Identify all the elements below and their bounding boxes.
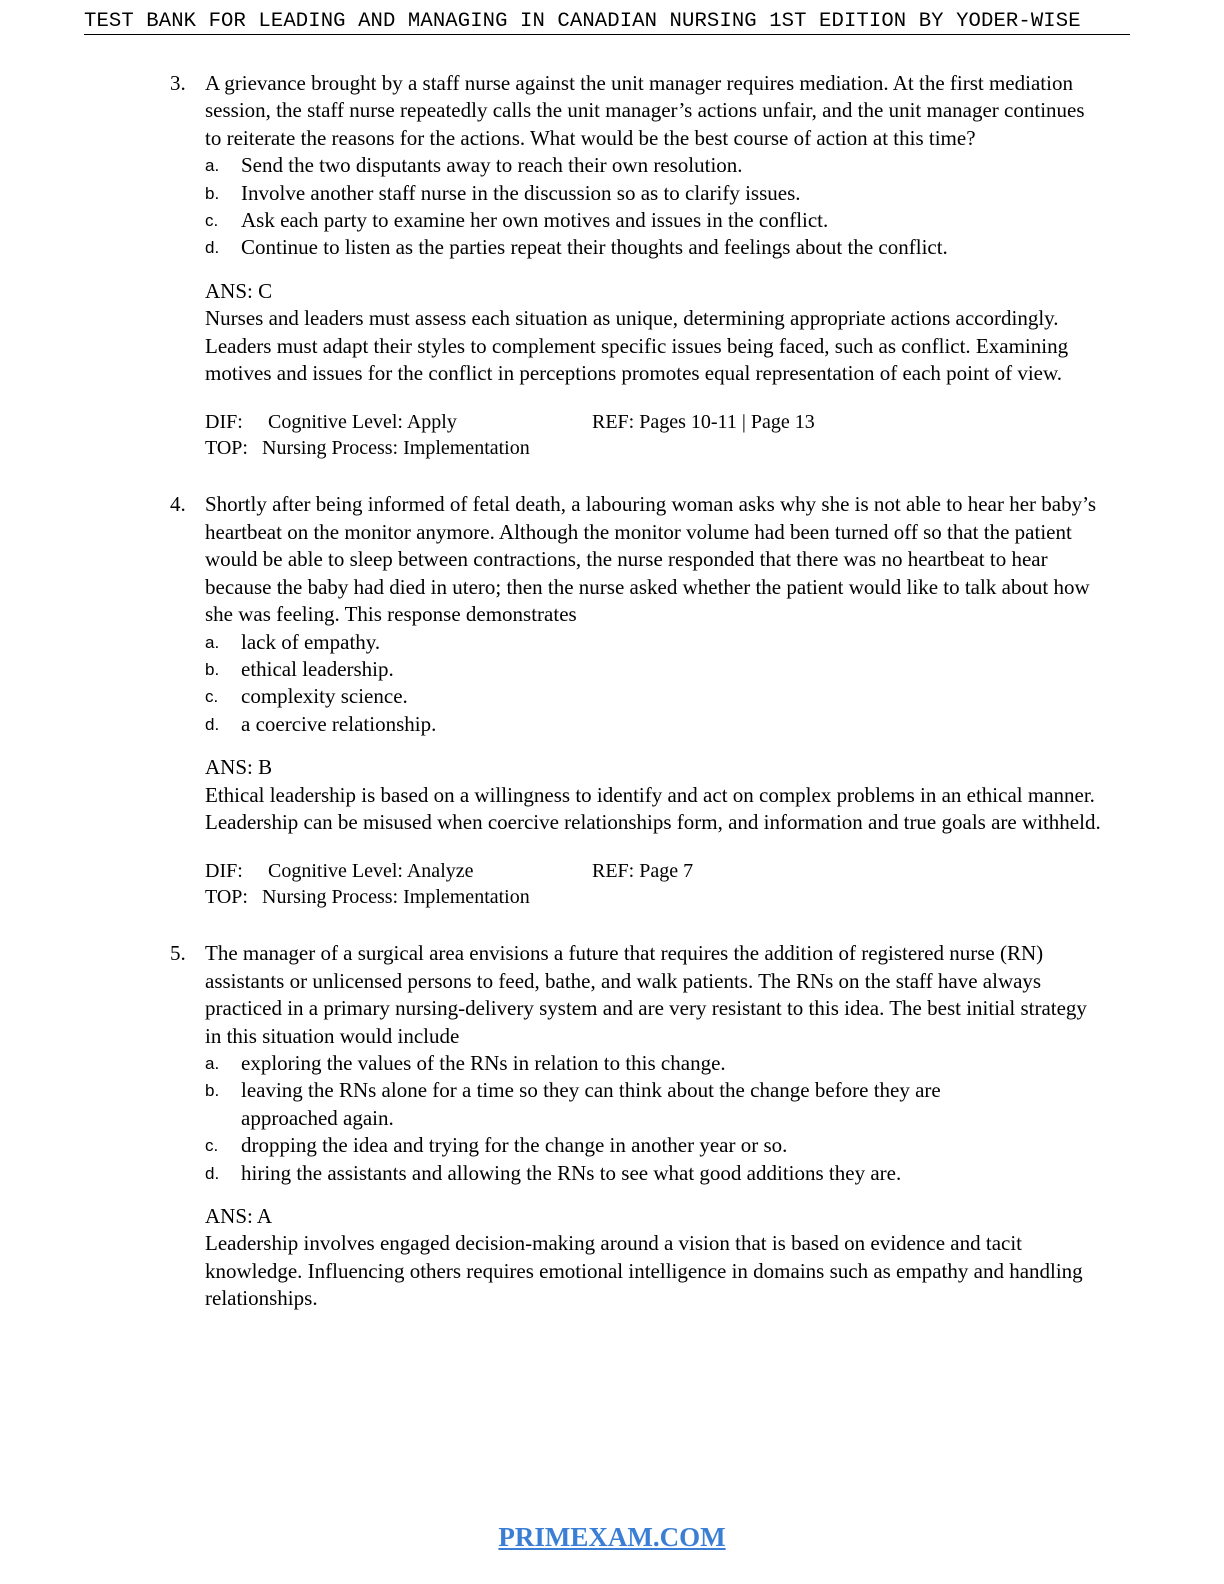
topic: Nursing Process: Implementation <box>262 437 530 460</box>
question-metadata <box>205 409 1224 461</box>
option-letter: a. <box>205 632 220 652</box>
question-5 <box>0 940 1224 1312</box>
option-text: a coercive relationship. <box>241 711 437 736</box>
option-c <box>205 207 1025 234</box>
option-letter: c. <box>205 1136 219 1156</box>
dif-label: DIF: <box>205 411 243 434</box>
reference: REF: Pages 10-11 | Page 13 <box>592 411 815 434</box>
reference: REF: Page 7 <box>592 860 694 883</box>
question-3 <box>0 70 1224 461</box>
question-stem: The manager of a surgical area envisions a future that requires the addition of registered nurse (RN) assistants or unlicensed persons to feed, bathe, and walk patients. The RNs on the staff have always practiced in a primary nursing-delivery system and are very resistant to this idea. The best initial strategy in this situation would include <box>205 941 1087 1048</box>
option-text: exploring the values of the RNs in relation to this change. <box>241 1050 726 1075</box>
option-letter: b. <box>205 659 220 679</box>
option-c <box>205 1132 1025 1159</box>
option-a <box>205 152 1025 179</box>
answer-key: ANS: B <box>205 755 273 780</box>
option-letter: d. <box>205 714 220 734</box>
option-b <box>205 180 1025 207</box>
option-letter: a. <box>205 156 220 176</box>
option-letter: b. <box>205 183 220 203</box>
footer <box>0 1522 1224 1553</box>
option-letter: c. <box>205 687 219 707</box>
dif-label: DIF: <box>205 860 243 883</box>
site-link[interactable]: PRIMEXAM.COM <box>498 1522 726 1552</box>
answer-options <box>0 629 1224 739</box>
option-text: dropping the idea and trying for the change in another year or so. <box>241 1133 788 1158</box>
option-letter: a. <box>205 1053 220 1073</box>
rationale: Nurses and leaders must assess each situation as unique, determining appropriate actions accordingly. Leaders must adapt their styles to complement specific issues being faced, such as conflict. Examining motives and issues for the conflict in perceptions promotes equal representation of each point of view. <box>205 306 1069 386</box>
answer-key: ANS: A <box>205 1204 273 1228</box>
option-letter: b. <box>205 1081 220 1101</box>
answer-block <box>205 278 1105 388</box>
answer-key: ANS: C <box>205 278 273 303</box>
question-number: 3. <box>170 71 186 95</box>
option-letter: c. <box>205 211 219 231</box>
option-text: lack of empathy. <box>241 629 381 654</box>
answer-block <box>205 754 1105 836</box>
rationale: Leadership involves engaged decision-making around a vision that is based on evidence and tacit knowledge. Influencing others requires emotional intelligence in domains such as empathy and handling relationships. <box>205 1231 1083 1311</box>
question-number: 4. <box>170 492 186 517</box>
answer-block <box>205 1203 1105 1313</box>
top-label: TOP: <box>205 437 248 460</box>
option-letter: d. <box>205 238 220 258</box>
option-text: leaving the RNs alone for a time so they can think about the change before they are approached again. <box>241 1078 941 1130</box>
question-number: 5. <box>170 941 186 966</box>
rationale: Ethical leadership is based on a willingness to identify and act on complex problems in an ethical manner. Leadership can be misused when coercive relationships form, and information and true goals are withheld. <box>205 782 1101 834</box>
option-text: Send the two disputants away to reach their own resolution. <box>241 153 743 178</box>
question-stem: A grievance brought by a staff nurse against the unit manager requires mediation. At the first mediation session, the staff nurse repeatedly calls the unit manager’s actions unfair, and the unit manager continues to reiterate the reasons for the actions. What would be the best course of action at this time? <box>205 71 1085 150</box>
answer-options <box>0 152 1224 262</box>
question-metadata <box>205 858 1224 910</box>
topic: Nursing Process: Implementation <box>262 886 530 909</box>
option-letter: d. <box>205 1163 220 1183</box>
option-text: Involve another staff nurse in the discussion so as to clarify issues. <box>241 180 801 205</box>
option-a <box>205 1050 1025 1077</box>
option-d <box>205 711 1025 738</box>
option-text: hiring the assistants and allowing the RNs to see what good additions they are. <box>241 1160 902 1185</box>
difficulty: Cognitive Level: Apply <box>268 411 457 434</box>
option-d <box>205 1160 1025 1187</box>
option-d <box>205 234 1025 261</box>
option-b <box>205 656 1025 683</box>
header-divider <box>84 34 1130 35</box>
option-text: Ask each party to examine her own motives and issues in the conflict. <box>241 208 829 233</box>
document-header: TEST BANK FOR LEADING AND MANAGING IN CANADIAN NURSING 1ST EDITION BY YODER-WISE <box>84 10 1081 33</box>
option-text: Continue to listen as the parties repeat their thoughts and feelings about the conflict. <box>241 235 948 260</box>
option-text: ethical leadership. <box>241 656 394 681</box>
option-b <box>205 1077 1025 1132</box>
question-stem: Shortly after being informed of fetal death, a labouring woman asks why she is not able to hear her baby’s heartbeat on the monitor anymore. Although the monitor volume had been turned off so that the patient would be able to sleep between contractions, the nurse responded that there was no heartbeat to hear because the baby had died in utero; then the nurse asked whether the patient would like to talk about how she was feeling. This response demonstrates <box>205 492 1097 627</box>
difficulty: Cognitive Level: Analyze <box>268 860 474 883</box>
answer-options <box>0 1050 1224 1187</box>
option-a <box>205 629 1025 656</box>
option-text: complexity science. <box>241 684 408 709</box>
question-4 <box>0 491 1224 910</box>
top-label: TOP: <box>205 886 248 909</box>
question-list <box>0 70 1224 1343</box>
option-c <box>205 683 1025 710</box>
